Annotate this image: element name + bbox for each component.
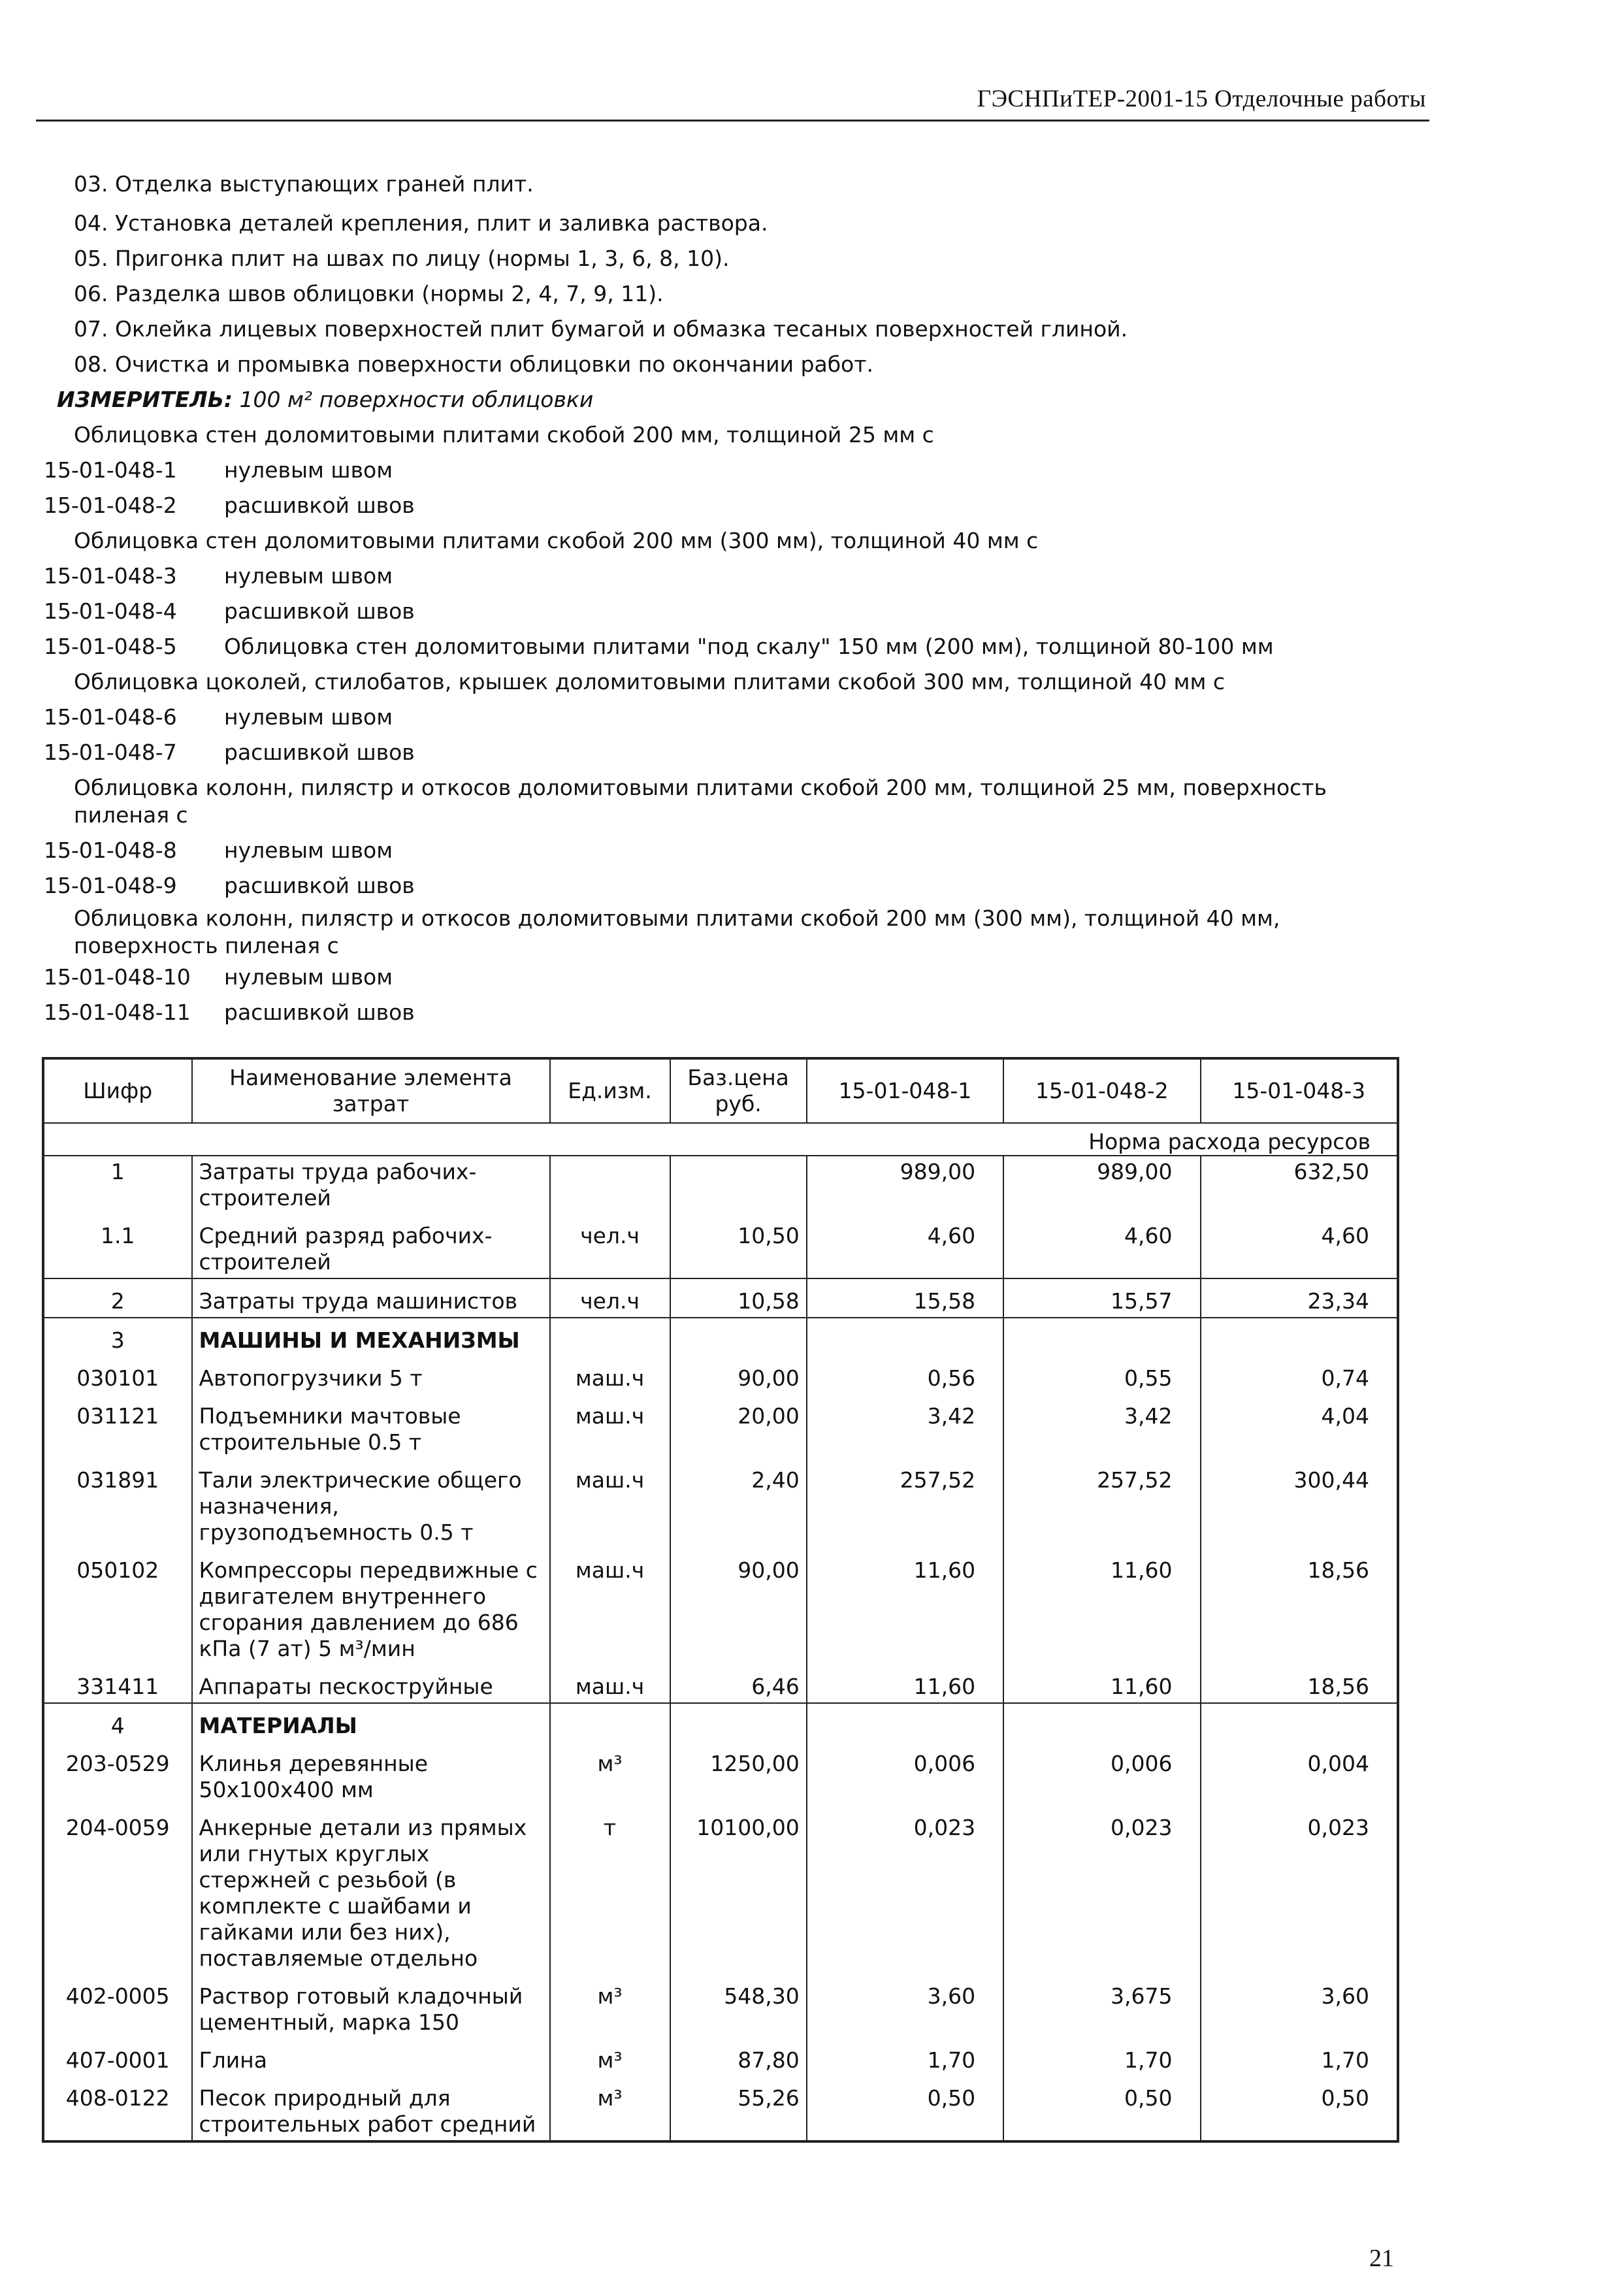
cell-price: 548,30	[670, 1974, 807, 2038]
work-step: 05. Пригонка плит на швах по лицу (нормы 1, 3, 6, 8, 10).	[74, 246, 730, 271]
norm-text: нулевым швом	[224, 457, 393, 483]
cell-price: 90,00	[670, 1356, 807, 1394]
cell-norm-1: 0,023	[807, 1806, 1003, 1974]
page-header	[36, 84, 1429, 122]
table-row	[43, 1156, 1398, 1214]
cell-unit: маш.ч	[550, 1548, 670, 1665]
cell-unit	[550, 1318, 670, 1356]
norm-text: расшивкой швов	[224, 1000, 415, 1025]
cell-code: 408-0122	[43, 2076, 192, 2141]
cell-norm-2: 0,006	[1003, 1742, 1200, 1806]
cell-norm-3: 18,56	[1201, 1548, 1398, 1665]
cell-norm-1: 0,56	[807, 1356, 1003, 1394]
document-title: ГЭСНПиТЕР-2001-15 Отделочные работы	[977, 86, 1426, 112]
cell-norm-3: 4,60	[1201, 1214, 1398, 1278]
cell-unit	[550, 1703, 670, 1742]
cell-unit: маш.ч	[550, 1394, 670, 1458]
cell-unit: м³	[550, 2038, 670, 2076]
norm-code: 15-01-048-11	[44, 1000, 191, 1025]
cell-norm-1: 989,00	[807, 1156, 1003, 1214]
norm-text: расшивкой швов	[224, 598, 415, 624]
cell-price: 2,40	[670, 1458, 807, 1548]
cell-code: 031121	[43, 1394, 192, 1458]
cell-unit	[550, 1156, 670, 1214]
cell-norm-2: 4,60	[1003, 1214, 1200, 1278]
cell-price: 20,00	[670, 1394, 807, 1458]
cell-norm-2: 257,52	[1003, 1458, 1200, 1548]
cell-name: Клинья деревянные 50х100х400 мм	[192, 1742, 550, 1806]
norm-code: 15-01-048-8	[44, 838, 177, 863]
norm-text: расшивкой швов	[224, 873, 415, 898]
cell-norm-2: 0,55	[1003, 1356, 1200, 1394]
measure-label: ИЗМЕРИТЕЛЬ:	[57, 387, 233, 412]
cell-unit: маш.ч	[550, 1458, 670, 1548]
cell-norm-3: 23,34	[1201, 1278, 1398, 1318]
table-row	[43, 1806, 1398, 1974]
cell-norm-3: 4,04	[1201, 1394, 1398, 1458]
header-norm-3: 15-01-048-3	[1201, 1058, 1398, 1123]
cell-norm-3: 0,023	[1201, 1806, 1398, 1974]
norm-text: расшивкой швов	[224, 740, 415, 765]
page-number: 21	[1369, 2245, 1394, 2272]
cell-code: 050102	[43, 1548, 192, 1665]
cell-code: 203-0529	[43, 1742, 192, 1806]
norm-label-row	[43, 1123, 1398, 1156]
cell-norm-3	[1201, 1703, 1398, 1742]
cell-norm-1: 0,50	[807, 2076, 1003, 2141]
table-row	[43, 1318, 1398, 1356]
cell-norm-1: 15,58	[807, 1278, 1003, 1318]
header-name: Наименование элемента затрат	[192, 1058, 550, 1123]
header-norm-2: 15-01-048-2	[1003, 1058, 1200, 1123]
cell-name: Компрессоры передвижные с двигателем внутреннего сгорания давлением до 686 кПа (7 ат) 5 м³/мин	[192, 1548, 550, 1665]
norm-text: нулевым швом	[224, 964, 393, 990]
cell-norm-2: 0,50	[1003, 2076, 1200, 2141]
group-heading: Облицовка стен доломитовыми плитами скобой 200 мм, толщиной 25 мм с	[74, 422, 934, 447]
norm-text: Облицовка стен доломитовыми плитами "под скалу" 150 мм (200 мм), толщиной 80-100 мм	[224, 634, 1274, 659]
cell-norm-3: 0,74	[1201, 1356, 1398, 1394]
cell-price: 10,50	[670, 1214, 807, 1278]
cell-code: 407-0001	[43, 2038, 192, 2076]
cell-name: Затраты труда рабочих-строителей	[192, 1156, 550, 1214]
table-row	[43, 2076, 1398, 2141]
cell-unit: чел.ч	[550, 1214, 670, 1278]
resource-table	[42, 1057, 1399, 2143]
cell-price: 90,00	[670, 1548, 807, 1665]
cell-norm-2: 0,023	[1003, 1806, 1200, 1974]
table-row	[43, 1214, 1398, 1278]
table-row	[43, 1742, 1398, 1806]
cell-norm-2	[1003, 1318, 1200, 1356]
group-heading-cont: поверхность пиленая с	[74, 933, 339, 958]
cell-norm-3: 3,60	[1201, 1974, 1398, 2038]
cell-name: Подъемники мачтовые строительные 0.5 т	[192, 1394, 550, 1458]
table-row	[43, 1458, 1398, 1548]
cell-norm-2: 1,70	[1003, 2038, 1200, 2076]
norm-text: нулевым швом	[224, 838, 393, 863]
group-heading: Облицовка стен доломитовыми плитами скобой 200 мм (300 мм), толщиной 40 мм с	[74, 528, 1039, 553]
table-row	[43, 1356, 1398, 1394]
table-row	[43, 1703, 1398, 1742]
cell-unit: м³	[550, 1974, 670, 2038]
table-row	[43, 1974, 1398, 2038]
header-price: Баз.цена руб.	[670, 1058, 807, 1123]
norm-code: 15-01-048-9	[44, 873, 177, 898]
header-norm-1: 15-01-048-1	[807, 1058, 1003, 1123]
header-unit: Ед.изм.	[550, 1058, 670, 1123]
cell-code: 4	[43, 1703, 192, 1742]
cell-unit: маш.ч	[550, 1356, 670, 1394]
table-row	[43, 1665, 1398, 1703]
measure-line	[57, 387, 593, 413]
cell-name: Анкерные детали из прямых или гнутых круглых стержней с резьбой (в комплекте с шайбами и гайками или без них), поставляемые отдельно	[192, 1806, 550, 1974]
cell-price	[670, 1703, 807, 1742]
cell-norm-3: 1,70	[1201, 2038, 1398, 2076]
cell-name: МАТЕРИАЛЫ	[192, 1703, 550, 1742]
cell-price: 10,58	[670, 1278, 807, 1318]
cell-name: Тали электрические общего назначения, грузоподъемность 0.5 т	[192, 1458, 550, 1548]
group-heading: Облицовка цоколей, стилобатов, крышек доломитовыми плитами скобой 300 мм, толщиной 40 мм с	[74, 669, 1225, 694]
cell-price	[670, 1318, 807, 1356]
cell-norm-1: 0,006	[807, 1742, 1003, 1806]
work-step: 04. Установка деталей крепления, плит и заливка раствора.	[74, 210, 768, 236]
cell-norm-2	[1003, 1703, 1200, 1742]
header-code: Шифр	[43, 1058, 192, 1123]
cell-norm-2: 11,60	[1003, 1548, 1200, 1665]
cell-norm-1	[807, 1318, 1003, 1356]
cell-price: 55,26	[670, 2076, 807, 2141]
cell-norm-3: 632,50	[1201, 1156, 1398, 1214]
cell-norm-2: 3,675	[1003, 1974, 1200, 2038]
norm-text: нулевым швом	[224, 563, 393, 589]
norm-code: 15-01-048-7	[44, 740, 177, 765]
cell-norm-1: 257,52	[807, 1458, 1003, 1548]
cell-norm-2: 15,57	[1003, 1278, 1200, 1318]
cell-unit: т	[550, 1806, 670, 1974]
cell-code: 3	[43, 1318, 192, 1356]
cell-code: 1.1	[43, 1214, 192, 1278]
cell-price	[670, 1156, 807, 1214]
cell-norm-2: 11,60	[1003, 1665, 1200, 1703]
norm-text: нулевым швом	[224, 704, 393, 730]
cell-name: Раствор готовый кладочный цементный, марка 150	[192, 1974, 550, 2038]
work-step: 06. Разделка швов облицовки (нормы 2, 4, 7, 9, 11).	[74, 281, 664, 306]
cell-code: 031891	[43, 1458, 192, 1548]
cell-norm-1: 4,60	[807, 1214, 1003, 1278]
norm-label: Норма расхода ресурсов	[43, 1123, 1398, 1156]
cell-norm-1: 1,70	[807, 2038, 1003, 2076]
cell-name: Песок природный для строительных работ средний	[192, 2076, 550, 2141]
cell-price: 10100,00	[670, 1806, 807, 1974]
table-header-row	[43, 1058, 1398, 1123]
table-row	[43, 1548, 1398, 1665]
table-row	[43, 1394, 1398, 1458]
cell-price: 1250,00	[670, 1742, 807, 1806]
table-row	[43, 1278, 1398, 1318]
cell-norm-1: 3,42	[807, 1394, 1003, 1458]
cell-price: 87,80	[670, 2038, 807, 2076]
cell-code: 402-0005	[43, 1974, 192, 2038]
cell-name: Затраты труда машинистов	[192, 1278, 550, 1318]
cell-code: 204-0059	[43, 1806, 192, 1974]
norm-code: 15-01-048-3	[44, 563, 177, 589]
group-heading: Облицовка колонн, пилястр и откосов доломитовыми плитами скобой 200 мм (300 мм), толщиной 40 мм,	[74, 905, 1280, 931]
cell-name: Автопогрузчики 5 т	[192, 1356, 550, 1394]
cell-code: 2	[43, 1278, 192, 1318]
norm-code: 15-01-048-10	[44, 964, 191, 990]
cell-norm-3: 0,50	[1201, 2076, 1398, 2141]
norm-code: 15-01-048-6	[44, 704, 177, 730]
cell-unit: м³	[550, 2076, 670, 2141]
cell-norm-3	[1201, 1318, 1398, 1356]
norm-code: 15-01-048-1	[44, 457, 177, 483]
measure-text: 100 м² поверхности облицовки	[239, 387, 594, 412]
group-heading-cont: пиленая с	[74, 802, 188, 828]
cell-norm-3: 18,56	[1201, 1665, 1398, 1703]
cell-code: 1	[43, 1156, 192, 1214]
work-step: 07. Оклейка лицевых поверхностей плит бумагой и обмазка тесаных поверхностей глиной.	[74, 316, 1128, 342]
cell-unit: маш.ч	[550, 1665, 670, 1703]
cell-norm-3: 0,004	[1201, 1742, 1398, 1806]
norm-code: 15-01-048-4	[44, 598, 177, 624]
cell-norm-1	[807, 1703, 1003, 1742]
cell-name: Аппараты пескоструйные	[192, 1665, 550, 1703]
cell-norm-1: 11,60	[807, 1548, 1003, 1665]
cell-norm-2: 989,00	[1003, 1156, 1200, 1214]
cell-norm-1: 3,60	[807, 1974, 1003, 2038]
work-step: 03. Отделка выступающих граней плит.	[74, 171, 534, 197]
cell-unit: чел.ч	[550, 1278, 670, 1318]
norm-code: 15-01-048-2	[44, 493, 177, 518]
cell-norm-2: 3,42	[1003, 1394, 1200, 1458]
cell-price: 6,46	[670, 1665, 807, 1703]
table-row	[43, 2038, 1398, 2076]
group-heading: Облицовка колонн, пилястр и откосов доломитовыми плитами скобой 200 мм, толщиной 25 мм, поверхность	[74, 775, 1327, 800]
cell-code: 331411	[43, 1665, 192, 1703]
cell-name: Глина	[192, 2038, 550, 2076]
cell-name: МАШИНЫ И МЕХАНИЗМЫ	[192, 1318, 550, 1356]
norm-code: 15-01-048-5	[44, 634, 177, 659]
cell-norm-1: 11,60	[807, 1665, 1003, 1703]
cell-code: 030101	[43, 1356, 192, 1394]
cell-name: Средний разряд рабочих-строителей	[192, 1214, 550, 1278]
cell-unit: м³	[550, 1742, 670, 1806]
work-step: 08. Очистка и промывка поверхности облицовки по окончании работ.	[74, 351, 873, 377]
cell-norm-3: 300,44	[1201, 1458, 1398, 1548]
norm-text: расшивкой швов	[224, 493, 415, 518]
